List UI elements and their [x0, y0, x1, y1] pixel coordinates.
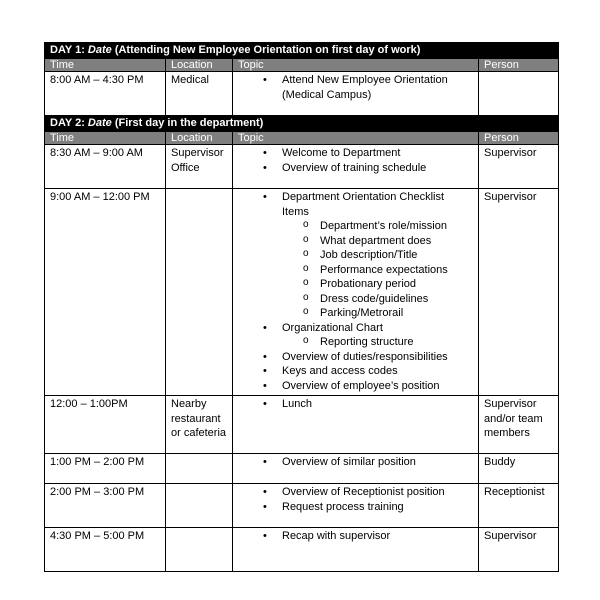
- schedule-row: [45, 454, 559, 484]
- location-cell: [166, 484, 233, 528]
- person-cell: Supervisor: [479, 528, 559, 572]
- topic-list: [238, 485, 473, 514]
- subtopic-item: o Reporting structure: [282, 335, 473, 350]
- time-cell: 8:30 AM – 9:00 AM: [45, 145, 166, 189]
- day2-column-headers: [45, 132, 559, 145]
- topic-text: Department Orientation Checklist Items: [282, 191, 445, 218]
- person-cell: [479, 72, 559, 116]
- time-cell: 2:00 PM – 3:00 PM: [45, 484, 166, 528]
- person-cell: Supervisor and/or team members: [479, 396, 559, 454]
- person-cell: Buddy: [479, 454, 559, 484]
- topic-item: [238, 500, 473, 515]
- location-cell: Supervisor Office: [166, 145, 233, 189]
- day1-prefix: DAY 1:: [50, 44, 88, 56]
- location-cell: [166, 189, 233, 396]
- topic-item: [238, 190, 473, 321]
- subtopic-item: o What department does: [282, 234, 473, 249]
- header-time: Time: [45, 132, 166, 145]
- topic-item: [238, 321, 473, 350]
- day2-prefix: DAY 2:: [50, 117, 88, 129]
- header-topic: Topic: [233, 132, 479, 145]
- header-time: Time: [45, 59, 166, 72]
- location-cell: [166, 454, 233, 484]
- topic-text: Overview of similar position: [282, 456, 416, 468]
- day2-date: Date: [87, 117, 112, 129]
- topic-item: [238, 146, 473, 161]
- person-cell: Supervisor: [479, 189, 559, 396]
- person-cell: Supervisor: [479, 145, 559, 189]
- topic-list: [238, 455, 473, 470]
- header-person: Person: [479, 59, 559, 72]
- topic-item: [238, 350, 473, 365]
- subtopic-list: [282, 335, 473, 350]
- topic-item: [238, 73, 473, 102]
- topic-cell: [233, 72, 479, 116]
- subtopic-item: o Parking/Metrorail: [282, 306, 473, 321]
- topic-cell: [233, 396, 479, 454]
- topic-text: Overview of employee’s position: [282, 379, 440, 392]
- time-cell: 8:00 AM – 4:30 PM: [45, 72, 166, 116]
- header-location: Location: [166, 132, 233, 145]
- schedule-row: [45, 396, 559, 454]
- topic-list: [238, 529, 473, 544]
- topic-cell: [233, 189, 479, 396]
- day2-title: [45, 116, 559, 132]
- topic-item: [238, 379, 473, 394]
- topic-text: Overview of Receptionist position: [282, 486, 445, 498]
- header-topic: Topic: [233, 59, 479, 72]
- topic-text: Overview of duties/responsibilities: [282, 350, 448, 363]
- topic-cell: [233, 484, 479, 528]
- topic-cell: [233, 528, 479, 572]
- day2-suffix: (First day in the department): [111, 117, 264, 129]
- topic-text: Request process training: [282, 500, 404, 513]
- topic-item: [238, 455, 473, 470]
- subtopic-item: o Probationary period: [282, 277, 473, 292]
- subtopic-item: o Job description/Title: [282, 248, 473, 263]
- day1-column-headers: [45, 59, 559, 72]
- schedule-row: [45, 72, 559, 116]
- subtopic-item: o Performance expectations: [282, 263, 473, 278]
- topic-item: [238, 364, 473, 379]
- day1-date: Date: [87, 44, 112, 56]
- day1-title: [45, 43, 559, 59]
- topic-cell: [233, 145, 479, 189]
- time-cell: 1:00 PM – 2:00 PM: [45, 454, 166, 484]
- schedule-row: [45, 145, 559, 189]
- topic-list: [238, 73, 473, 102]
- orientation-schedule: [44, 42, 558, 572]
- topic-item: [238, 529, 473, 544]
- subtopic-item: o Dress code/guidelines: [282, 292, 473, 307]
- subtopic-item: o Department’s role/mission: [282, 219, 473, 234]
- time-cell: 12:00 – 1:00PM: [45, 396, 166, 454]
- day1-title-row: [45, 43, 559, 59]
- location-cell: Nearby restaurant or cafeteria: [166, 396, 233, 454]
- subtopic-list: [282, 219, 473, 321]
- topic-cell: [233, 454, 479, 484]
- topic-text: Overview of training schedule: [282, 161, 427, 174]
- schedule-table: [44, 42, 559, 572]
- topic-text: Recap with supervisor: [282, 530, 391, 542]
- topic-list: [238, 146, 473, 175]
- topic-text: Welcome to Department: [282, 147, 401, 159]
- day1-suffix: (Attending New Employee Orientation on first day of work): [111, 44, 421, 56]
- topic-item: [238, 485, 473, 500]
- header-location: Location: [166, 59, 233, 72]
- schedule-row: [45, 189, 559, 396]
- schedule-row: [45, 528, 559, 572]
- topic-item: [238, 161, 473, 176]
- topic-list: [238, 190, 473, 393]
- topic-text: Attend New Employee Orientation (Medical Campus): [282, 74, 448, 101]
- topic-text: Lunch: [282, 398, 312, 410]
- person-cell: Receptionist: [479, 484, 559, 528]
- header-person: Person: [479, 132, 559, 145]
- schedule-row: [45, 484, 559, 528]
- day2-title-row: [45, 116, 559, 132]
- topic-list: [238, 397, 473, 412]
- topic-text: Keys and access codes: [282, 365, 398, 377]
- topic-item: [238, 397, 473, 412]
- location-cell: [166, 528, 233, 572]
- location-cell: Medical: [166, 72, 233, 116]
- time-cell: 4:30 PM – 5:00 PM: [45, 528, 166, 572]
- topic-text: Organizational Chart: [282, 321, 383, 334]
- time-cell: 9:00 AM – 12:00 PM: [45, 189, 166, 396]
